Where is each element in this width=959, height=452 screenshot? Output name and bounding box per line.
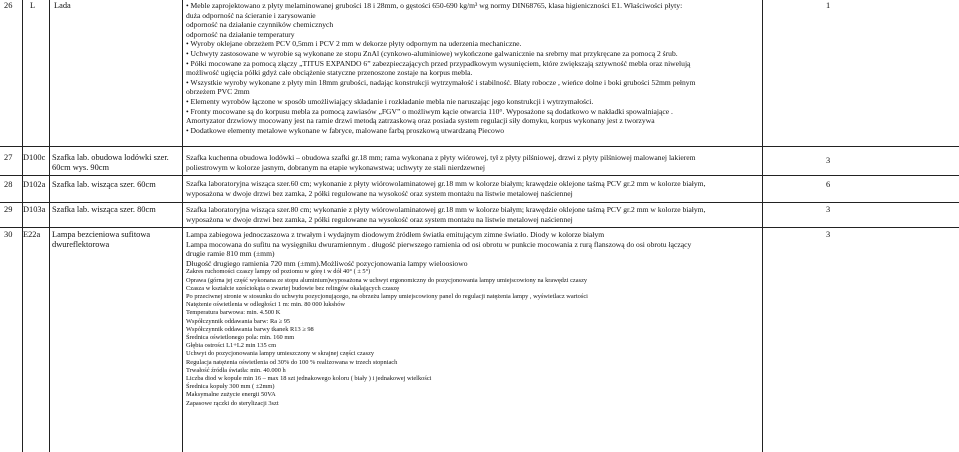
desc-line: Amortyzator drzwiowy mocowany jest na ramie drzwi metodą zatrzaskową oraz posiada system regulacji siły domyku, korpus wykonany jest z tworzywa: [186, 116, 655, 126]
col-divider-4: [762, 0, 763, 452]
row-26-qty: 1: [826, 1, 831, 10]
desc-line: Głębia ostrości L1+L2 min 135 cm: [186, 342, 277, 350]
desc-line: Lampa mocowana do sufitu na wysięgniku dwuramiennym . długość pierwszego ramienia od osi obrotu w punkcie mocowania z rurą flanszową do osi obrotu łączący: [186, 239, 692, 249]
desc-line: Liczba diod w kopule min 16 – max 18 szt jednakowego koloru ( biały ) i jednakowej wielkości: [186, 375, 432, 383]
desc-line: Czasza w kształcie sześciokąta o zwartej budowie bez relingów okalających czaszę: [186, 284, 399, 292]
desc-line: wyposażona w dwoje drzwi bez zamka, 2 półki regulowane na wysokość oraz system montażu na listwie metalowej naściennej: [186, 214, 573, 224]
desc-line: • Wszystkie wyroby wykonane z płyty min 18mm grubości, nadając konstrukcji wytrzymałość i stabilność. Blaty robocze , wieńce dolne i boki grubości 52mm pełnym: [186, 77, 696, 87]
row-28-code: D102a: [23, 180, 46, 189]
name-line: Lampa bezcieniowa sufitowa: [52, 230, 151, 239]
desc-line: Natężenie oświetlenia w odległości 1 m: min. 80 000 lukshów: [186, 301, 346, 309]
desc-line: Szafka laboratoryjna wisząca szer.60 cm; wykonanie z płyty wiórowolaminatowej gr.18 mm w kolorze białym; krawędzie oklejone taśmą PCV gr.2 mm w kolorze białym,: [186, 179, 706, 188]
desc-line: Oprawa (górna jej część wykonana ze stopu aluminium)wyposażona w uchwyt ergonomiczny do pozycjonowania lampy umiejscowiony na krawędzi czaszy: [186, 276, 588, 284]
desc-line: odporność na działanie temperatury: [186, 29, 295, 39]
desc-line: Uchwyt do pozycjonowania lampy umieszczony w skrajnej części czaszy: [186, 350, 375, 358]
desc-line: Szafka laboratoryjna wisząca szer.80 cm; wykonanie z płyty wiórowolaminatowej gr.18 mm w kolorze białym; krawędzie oklejone taśmą PCV gr.2 mm w kolorze białym,: [186, 205, 706, 214]
desc-line: możliwość ugięcia półki gdyż całe obciążenie statyczne przenoszone zostaje na korpus mebla.: [186, 68, 473, 78]
row-27-qty: 3: [826, 156, 831, 165]
desc-line: Zapasowe rączki do sterylizacji 3szt: [186, 399, 279, 407]
col-divider-2: [49, 0, 50, 452]
row-26-lp: 26: [4, 1, 13, 10]
desc-line: Współczynnik oddawania barw: Ra ≥ 95: [186, 317, 291, 325]
desc-line: • Wyroby oklejane obrzeżem PCV 0,5mm i PCV 2 mm w dekorze płyty odpornym na uderzenia mechaniczne.: [186, 39, 522, 49]
desc-line: Maksymalne zużycie energii 50VA: [186, 391, 276, 399]
desc-line: Lampa zabiegowa jednoczaszowa z trwałym i wydajnym diodowym źródłem światła emitującym zimne światło. Diody w kolorze białym: [186, 230, 605, 239]
desc-line: Temperatura barwowa: min. 4.500 K: [186, 309, 281, 317]
row-30-description: [186, 230, 691, 408]
desc-line: • Meble zaprojektowano z płyty melaminowanej grubości 18 i 28mm, o gęstości 650-690 kg/m³ wg normy DIN68765, klasa higieniczności E1. Właściwości płyty:: [186, 1, 683, 10]
row-28-qty: 6: [826, 180, 831, 189]
row-divider-28-29: [0, 202, 959, 203]
desc-line: • Dodatkowe elementy metalowe wykonane w fabryce, malowane farbą proszkową utwardzaną Piecowo: [186, 125, 505, 135]
row-27-description: [186, 153, 696, 172]
name-line: 60cm wys. 90cm: [52, 163, 109, 172]
row-30-lp: 30: [4, 230, 13, 239]
desc-line: odporność na działanie czynników chemicznych: [186, 20, 334, 30]
desc-line: Zakres ruchomości czaszy lampy od poziomu w górę i w dół 40° ( ± 5°): [186, 268, 371, 276]
desc-line: • Półki mocowane za pomocą złączy „TITUS EXPANDO 6” zabezpieczających przed przypadkowym wysunięciem, które zwiększają sztywność mebla oraz niwelują: [186, 58, 691, 68]
row-29-lp: 29: [4, 205, 13, 214]
row-divider-27-28: [0, 175, 959, 176]
desc-line: • Elementy wyrobów łączone w sposób umożliwiający składanie i rozkładanie mebla nie naruszając jego konstrukcji i wytrzymałości.: [186, 96, 594, 106]
desc-line: poliestrowym w kolorze jasnym, dobranym na etapie wykonawstwa; uchwyty ze stali nierdzewnej: [186, 162, 486, 172]
desc-line: Po przeciwnej stronie w stosunku do uchwytu pozycjonującego, na obrzeżu lampy umiejscowiony panel do regulacji natężenia lampy , wyświetlacz wartości: [186, 292, 588, 300]
row-28-lp: 28: [4, 180, 13, 189]
row-27-lp: 27: [4, 153, 13, 162]
row-28-description: [186, 179, 705, 198]
row-29-code: D103a: [23, 205, 46, 214]
desc-line: Szafka kuchenna obudowa lodówki – obudowa szafki gr.18 mm; rama wykonana z płyty wiórowej, tył z płyty pilśniowej, drzwi z płyty pilśniowej malowanej lakierem: [186, 153, 696, 162]
desc-line: duża odporność na ścieranie i zarysowanie: [186, 10, 316, 20]
desc-line: Trwałość źródła światła: min. 40.000 h: [186, 366, 286, 374]
desc-line: Średnica kopuły 300 mm ( ±2mm): [186, 383, 275, 391]
row-30-name: [52, 230, 150, 250]
name-line: dwureflektorowa: [52, 240, 110, 249]
row-30-qty: 3: [826, 230, 831, 239]
row-26-description: [186, 1, 696, 135]
desc-line: • Uchwyty zastosowane w wyrobie są wykonane ze stopu ZnAl (cynkowo-aluminiowe) wykończone galwanicznie na srebrny mat przykręcane za pomocą 2 śrub.: [186, 48, 678, 58]
row-26-name: Lada: [54, 1, 71, 10]
desc-line: Średnica oświetlonego pola: min. 160 mm: [186, 334, 295, 341]
name-line: Szafka lab. obudowa lodówki szer.: [52, 153, 169, 162]
row-27-code: D100c: [23, 153, 46, 162]
row-29-name: Szafka lab. wisząca szer. 80cm: [52, 205, 156, 214]
row-29-qty: 3: [826, 205, 831, 214]
desc-line: Współczynnik oddawania barwy tkanek R13 ≥ 98: [186, 325, 314, 333]
desc-line: • Fronty mocowane są do korpusu mebla za pomocą zawiasów „FGV” o możliwym kącie otwarcia 110°. Wyposażone są dodatkowo w nakładki spowalniające .: [186, 106, 673, 116]
desc-line: Długość drugiego ramienia 720 mm (±mm).Możliwość pozycjonowania lampy wieloosiowo: [186, 258, 468, 268]
row-30-code: E22a: [23, 230, 41, 239]
row-27-name: [52, 153, 169, 173]
desc-line: obrzeżem PVC 2mm: [186, 87, 250, 97]
row-29-description: [186, 205, 705, 224]
desc-line: Regulacja natężenia oświetlenia od 30% do 100 % realizowana w trzech stopniach: [186, 358, 398, 366]
col-divider-3: [182, 0, 183, 452]
row-28-name: Szafka lab. wisząca szer. 60cm: [52, 180, 156, 189]
desc-line: wyposażona w dwoje drzwi bez zamka, 2 półki regulowane na wysokość oraz system montażu na listwie metalowej naściennej: [186, 188, 573, 198]
desc-line: drugie ramie 810 mm (±mm): [186, 249, 275, 259]
row-divider-26-27: [0, 146, 959, 147]
col-divider-1: [22, 0, 23, 452]
row-divider-29-30: [0, 227, 959, 228]
row-26-code: L: [30, 1, 36, 10]
